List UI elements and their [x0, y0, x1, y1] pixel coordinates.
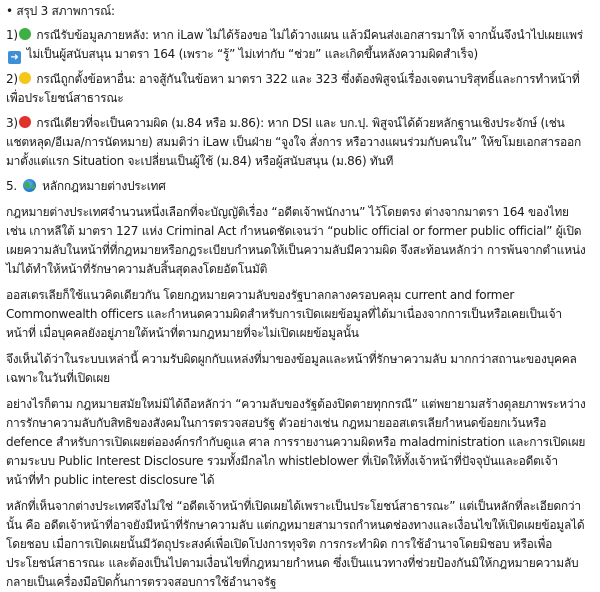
- scenario-3: [6, 114, 586, 171]
- paragraph-liability: จึงเห็นได้ว่าในระบบเหล่านี้ ความรับผิดผูกกับแหล่งที่มาของข้อมูลและหน้าที่รักษาความลับ มากกว่าสถานะของบุคคลเฉพาะในวันที่เปิดเผย: [6, 352, 577, 385]
- scenario-1-number: 1): [6, 28, 18, 42]
- scenario-2: [6, 70, 586, 108]
- scenario-2-number: 2): [6, 72, 18, 86]
- right-arrow-icon: ➜: [8, 51, 21, 64]
- scenario-1-tail: ไม่เป็นผู้สนับสนุน มาตรา 164 (เพราะ “รู้” ไม่เท่ากับ “ช่วย” และเกิดขึ้นหลังความผิดสำเร็จ): [26, 47, 478, 61]
- yellow-circle-icon: [19, 72, 31, 84]
- red-circle-icon: [19, 116, 31, 128]
- paragraph-principle: หลักที่เห็นจากต่างประเทศจึงไม่ใช่ “อดีตเจ้าหน้าที่เปิดเผยได้เพราะเป็นประโยชน์สาธารณะ” แต่เป็นหลักที่ละเอียดกว่านั้น คือ อดีตเจ้าหน้าที่อาจยังมีหน้าที่รักษาความลับ แต่กฎหมายสามารถกำหนดช่องทางและเงื่อนไขให้เปิดเผยข้อมูลได้โดยชอบ เมื่อการเปิดเผยนั้นมีวัตถุประสงค์เพื่อเปิดโปงการทุจริต การกระทำผิด การใช้อำนาจโดยมิชอบ หรือเพื่อประโยชน์สาธารณะ และต้องเป็นไปตามเงื่อนไขที่กฎหมายกำหนด ซึ่งเป็นแนวทางที่ช่วยป้องกันมิให้กฎหมายความลับกลายเป็นเครื่องมือปิดกั้นการตรวจสอบการใช้อำนาจรัฐ: [6, 499, 585, 589]
- scenario-3-number: 3): [6, 116, 18, 130]
- green-circle-icon: [19, 28, 31, 40]
- scenario-2-lead: กรณีถูกตั้งข้อหาอื่น: อาจสู้กันในข้อหา มาตรา 322 และ 323 ซึ่งต้องพิสูจน์เรื่องเจตนาบริสุทธิ์และการทำหน้าที่เพื่อประโยชน์สาธารณะ: [6, 72, 580, 105]
- section-5-number: 5.: [6, 179, 17, 193]
- section-5-title: หลักกฎหมายต่างประเทศ: [42, 179, 166, 193]
- section-5-heading: [6, 177, 586, 196]
- paragraph-balance: อย่างไรก็ตาม กฎหมายสมัยใหม่มิได้ถือหลักว่า “ความลับของรัฐต้องปิดตายทุกกรณี” แต่พยายามสร้างดุลยภาพระหว่าง การรักษาความลับกับสิทธิของสังคมในการตรวจสอบรัฐ ตัวอย่างเช่น กฎหมายออสเตรเลียกำหนดข้อยกเว้นหรือ defence สำหรับการเปิดเผยต่อองค์กรกำกับดูแล ศาล การรายงานความผิดหรือ maladministration และการเปิดเผยตามระบบ Public Interest Disclosure รวมทั้งมีกลไก whistleblower ที่เปิดให้ทั้งเจ้าหน้าที่ปัจจุบันและอดีตเจ้าหน้าที่ทำ public interest disclosure ได้: [6, 397, 586, 487]
- summary-heading: สรุป 3 สภาพการณ์:: [16, 4, 115, 18]
- bullet-marker: •: [6, 4, 13, 18]
- scenario-1-lead: กรณีรับข้อมูลภายหลัง: หาก iLaw ไม่ได้ร้องขอ ไม่ได้วางแผน แล้วมีคนส่งเอกสารมาให้ จากนั้นจึงนำไปเผยแพร่: [36, 28, 583, 42]
- scenario-3-lead: กรณีเดียวที่จะเป็นความผิด (ม.84 หรือ ม.86): หาก DSI และ บก.ปฺ. พิสูจน์ได้ด้วยหลักฐานเชิงประจักษ์ (เช่น แชตหลุด/อีเมล/การนัดหมาย) สมมติว่า iLaw เป็นฝ่าย “จูงใจ สั่งการ หรือวางแผนร่วมกับคนใน” ให้ขโมยเอกสารออกมาตั้งแต่แรก Situation จะเปลี่ยนเป็นผู้ใช้ (ม.84) หรือผู้สนับสนุน (ม.86) ทันที: [6, 116, 581, 168]
- paragraph-australia: ออสเตรเลียก็ใช้แนวคิดเดียวกัน โดยกฎหมายความลับของรัฐบาลกลางครอบคลุม current and former Commonwealth officers และกำหนดความผิดสำหรับการเปิดเผยข้อมูลที่ได้มาเนื่องจากการเป็นหรือเคยเป็นเจ้าหน้าที่ เมื่อบุคคลยังอยู่ภายใต้หน้าที่ตามกฎหมายที่จะไม่เปิดเผยข้อมูลนั้น: [6, 288, 562, 340]
- summary-heading-line: [6, 2, 586, 21]
- paragraph-korea: กฎหมายต่างประเทศจำนวนหนึ่งเลือกที่จะบัญญัติเรื่อง “อดีตเจ้าพนักงาน” ไว้โดยตรง ต่างจากมาตรา 164 ของไทย เช่น เกาหลีใต้ มาตรา 127 แห่ง Criminal Act กำหนดชัดเจนว่า “public official or former public official” ผู้เปิดเผยความลับในหน้าที่ที่กฎหมายหรือกฎระเบียบกำหนดให้เป็นความลับมีความผิด จึงสะท้อนหลักว่า การพ้นจากตำแหน่งไม่ได้ทำให้หน้าที่รักษาความลับสิ้นสุดลงโดยอัตโนมัติ: [6, 205, 586, 276]
- globe-icon: [23, 179, 36, 192]
- scenario-1: [6, 26, 586, 64]
